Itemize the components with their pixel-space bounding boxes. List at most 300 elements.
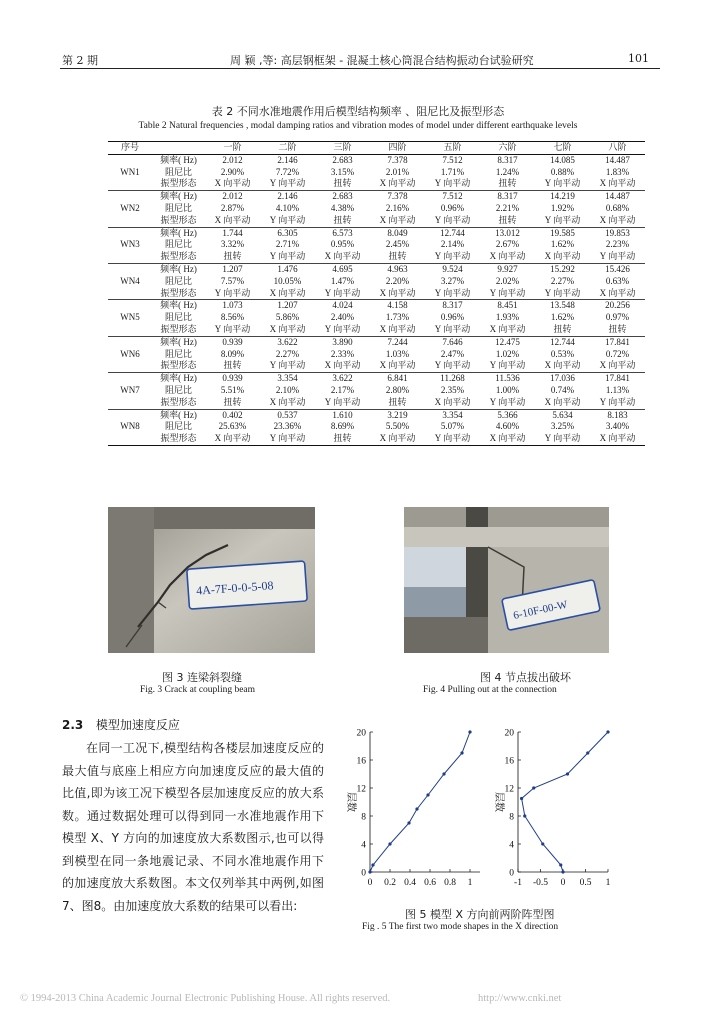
- table-cell: 12.744: [440, 227, 465, 238]
- table-cell: Y 向平动: [535, 215, 590, 227]
- table-cell: 12.744: [550, 336, 575, 347]
- table-cell: 3.622: [332, 373, 353, 384]
- table-row: [108, 300, 645, 312]
- row-label-cell: 阻尼比: [164, 275, 192, 286]
- table-cell: 17.036: [550, 373, 575, 384]
- col-header: 一阶: [205, 142, 260, 155]
- table-cell: 19.853: [605, 227, 630, 238]
- table-cell: 0.537: [277, 409, 298, 420]
- table-cell: 8.09%: [220, 348, 245, 359]
- table-cell: 0.939: [222, 336, 243, 347]
- mode-shape-point: [523, 814, 526, 817]
- table-cell: 7.378: [387, 154, 408, 165]
- table-cell: 扭转: [205, 397, 260, 409]
- table-cell: Y 向平动: [260, 178, 315, 190]
- y-axis-label: 层数: [345, 792, 356, 812]
- x-tick-label: 0.4: [404, 878, 416, 888]
- table-cell: 4.695: [332, 263, 353, 274]
- table-cell: 3.25%: [550, 421, 575, 432]
- cnki-url: http://www.cnki.net: [478, 993, 562, 1004]
- row-label-cell: 振型形态: [152, 178, 205, 190]
- table-cell: 2.20%: [385, 275, 410, 286]
- table-cell: 7.646: [442, 336, 463, 347]
- table-cell: 0.68%: [605, 202, 630, 213]
- table-cell: 1.73%: [385, 312, 410, 323]
- table-cell: 扭转: [480, 178, 535, 190]
- table-cell: 3.15%: [330, 166, 355, 177]
- row-label-cell: 振型形态: [152, 324, 205, 336]
- row-label-cell: 阻尼比: [164, 384, 192, 395]
- fig5-caption-cn: 图 5 模型 X 方向前两阶阵型图: [405, 908, 555, 921]
- x-tick-label: 1: [605, 878, 611, 888]
- table-cell: Y 向平动: [480, 397, 535, 409]
- table-cell: 0.96%: [440, 312, 465, 323]
- table-group-wn4: [108, 263, 645, 299]
- group-id-cell: [108, 263, 152, 275]
- table-cell: 14.487: [605, 154, 630, 165]
- table-cell: 0.939: [222, 373, 243, 384]
- table-cell: 3.40%: [605, 421, 630, 432]
- x-tick-label: 0: [367, 878, 373, 888]
- y-tick-label: 8: [361, 812, 366, 823]
- row-label-cell: 频率( Hz): [160, 300, 197, 311]
- table-cell: 1.00%: [495, 384, 520, 395]
- table-cell: 2.21%: [495, 202, 520, 213]
- table-cell: Y 向平动: [425, 178, 480, 190]
- row-label-cell: 阻尼比: [164, 421, 192, 432]
- table-row: [108, 276, 645, 288]
- table-row: [108, 239, 645, 251]
- mode-shape-point: [426, 793, 429, 796]
- group-id-cell: [108, 324, 152, 336]
- row-label-cell: 频率( Hz): [160, 154, 197, 165]
- table-cell: 2.35%: [440, 384, 465, 395]
- table-cell: Y 向平动: [590, 251, 645, 263]
- group-id-cell: [108, 360, 152, 372]
- table-cell: Y 向平动: [315, 397, 370, 409]
- row-label-cell: 振型形态: [152, 433, 205, 445]
- table-row: [108, 215, 645, 227]
- table-cell: 0.95%: [330, 239, 355, 250]
- row-label-cell: 频率( Hz): [160, 263, 197, 274]
- table-cell: 4.60%: [495, 421, 520, 432]
- section-number: 2.3: [62, 718, 84, 732]
- table-row: [108, 288, 645, 300]
- table-cell: 0.63%: [605, 275, 630, 286]
- table-cell: 5.634: [552, 409, 573, 420]
- table-cell: 17.841: [605, 373, 630, 384]
- mode-shape-point: [368, 870, 371, 873]
- mode-shape-point: [407, 821, 410, 824]
- table-cell: X 向平动: [480, 433, 535, 445]
- table-cell: 2.10%: [275, 384, 300, 395]
- table-cell: 1.207: [222, 263, 243, 274]
- row-label-cell: 振型形态: [152, 397, 205, 409]
- fig4-caption-cn: 图 4 节点拔出破坏: [480, 671, 571, 684]
- y-axis-label: 层数: [493, 792, 504, 812]
- table-cell: 19.585: [550, 227, 575, 238]
- table-cell: 7.244: [387, 336, 408, 347]
- table-cell: 4.38%: [330, 202, 355, 213]
- fig4-caption-en: Fig. 4 Pulling out at the connection: [423, 685, 557, 695]
- col-header: [152, 142, 205, 155]
- table-cell: 5.51%: [220, 384, 245, 395]
- table-cell: 1.03%: [385, 348, 410, 359]
- y-tick-label: 20: [504, 728, 514, 739]
- table-row: [108, 409, 645, 421]
- table-cell: X 向平动: [480, 251, 535, 263]
- table-cell: 7.72%: [275, 166, 300, 177]
- table-cell: 1.93%: [495, 312, 520, 323]
- mode-shape-point: [415, 807, 418, 810]
- table-cell: 扭转: [480, 215, 535, 227]
- x-tick-label: 0.8: [444, 878, 456, 888]
- table-cell: X 向平动: [590, 178, 645, 190]
- table-cell: 1.62%: [550, 239, 575, 250]
- table-cell: 4.963: [387, 263, 408, 274]
- table-cell: Y 向平动: [480, 360, 535, 372]
- y-tick-label: 20: [356, 728, 366, 739]
- table-cell: X 向平动: [260, 288, 315, 300]
- table-cell: 2.146: [277, 191, 298, 202]
- table-group-wn7: [108, 373, 645, 409]
- table-header-row: [108, 142, 645, 155]
- mode-shape-point: [541, 842, 544, 845]
- table-cell: 1.207: [277, 300, 298, 311]
- table-cell: 0.72%: [605, 348, 630, 359]
- table-row: [108, 203, 645, 215]
- table-cell: Y 向平动: [205, 288, 260, 300]
- table-cell: 扭转: [590, 324, 645, 336]
- table-cell: 2.02%: [495, 275, 520, 286]
- mode2-plot: [493, 729, 611, 889]
- table-cell: 8.317: [442, 300, 463, 311]
- table-cell: 1.073: [222, 300, 243, 311]
- table-cell: X 向平动: [425, 397, 480, 409]
- mode-shape-point: [559, 863, 562, 866]
- group-id-cell: [108, 288, 152, 300]
- table-cell: 9.927: [497, 263, 518, 274]
- table-cell: 0.97%: [605, 312, 630, 323]
- table-cell: 2.47%: [440, 348, 465, 359]
- table-cell: 1.62%: [550, 312, 575, 323]
- table-cell: 23.36%: [273, 421, 302, 432]
- table-cell: Y 向平动: [260, 215, 315, 227]
- table-cell: X 向平动: [205, 215, 260, 227]
- table-cell: 0.88%: [550, 166, 575, 177]
- table-group-wn2: [108, 191, 645, 227]
- row-label-cell: 频率( Hz): [160, 373, 197, 384]
- table-cell: 6.573: [332, 227, 353, 238]
- table-cell: 4.158: [387, 300, 408, 311]
- x-tick-label: -0.5: [532, 878, 549, 888]
- table-group-wn5: [108, 300, 645, 336]
- table-cell: 3.354: [442, 409, 463, 420]
- table-cell: Y 向平动: [480, 288, 535, 300]
- table-cell: 8.317: [497, 154, 518, 165]
- table-cell: 扭转: [315, 433, 370, 445]
- table-group-wn8: [108, 409, 645, 445]
- table-cell: Y 向平动: [315, 324, 370, 336]
- table-row: [108, 263, 645, 275]
- table-cell: 1.47%: [330, 275, 355, 286]
- row-label-cell: 阻尼比: [164, 239, 192, 250]
- table-cell: 5.07%: [440, 421, 465, 432]
- table-cell: X 向平动: [535, 251, 590, 263]
- table-cell: 2.012: [222, 154, 243, 165]
- table-cell: 11.536: [495, 373, 520, 384]
- table-cell: 1.744: [222, 227, 243, 238]
- table-caption-en: Table 2 Natural frequencies , modal damping ratios and vibration modes of model under different earthquake levels: [138, 121, 578, 131]
- x-tick-label: 0.2: [384, 878, 396, 888]
- table-row: [108, 227, 645, 239]
- y-tick-label: 16: [504, 756, 514, 767]
- table-cell: 扭转: [315, 215, 370, 227]
- table-cell: 2.23%: [605, 239, 630, 250]
- group-id-cell: WN3: [120, 239, 140, 250]
- table-cell: 20.256: [605, 300, 630, 311]
- table-cell: 15.292: [550, 263, 575, 274]
- table-row: [108, 336, 645, 348]
- table-cell: 2.14%: [440, 239, 465, 250]
- table-cell: 2.87%: [220, 202, 245, 213]
- table-cell: 扭转: [370, 397, 425, 409]
- x-tick-label: 0: [560, 878, 566, 888]
- group-id-cell: WN8: [120, 421, 140, 432]
- table-group-wn1: [108, 154, 645, 190]
- mode-shape-point: [586, 751, 589, 754]
- fig5-caption-en: Fig . 5 The first two mode shapes in the X direction: [362, 922, 559, 932]
- table-cell: X 向平动: [535, 360, 590, 372]
- table-cell: Y 向平动: [425, 215, 480, 227]
- table-cell: 0.96%: [440, 202, 465, 213]
- table-cell: 17.841: [605, 336, 630, 347]
- table-cell: 1.610: [332, 409, 353, 420]
- group-id-cell: WN5: [120, 312, 140, 323]
- row-label-cell: 阻尼比: [164, 166, 192, 177]
- mode-shape-point: [606, 730, 609, 733]
- table-cell: 1.476: [277, 263, 298, 274]
- table-cell: 7.512: [442, 154, 463, 165]
- table-cell: Y 向平动: [315, 288, 370, 300]
- table-cell: 2.71%: [275, 239, 300, 250]
- col-header: 五阶: [425, 142, 480, 155]
- table-cell: X 向平动: [370, 433, 425, 445]
- table-cell: 扭转: [205, 360, 260, 372]
- fig5-mode-shapes: [336, 720, 626, 898]
- connection-pullout-photo: [404, 507, 609, 653]
- table-cell: 3.32%: [220, 239, 245, 250]
- table-cell: Y 向平动: [205, 324, 260, 336]
- table-row: [108, 360, 645, 372]
- table-cell: 2.012: [222, 191, 243, 202]
- table-row: [108, 421, 645, 433]
- table-cell: X 向平动: [370, 178, 425, 190]
- fig4-photo-tag: 6-10F-00-W: [512, 598, 569, 622]
- table-cell: 8.56%: [220, 312, 245, 323]
- row-label-cell: 振型形态: [152, 251, 205, 263]
- mode1-plot: [345, 729, 480, 889]
- fig3-caption-cn: 图 3 连梁斜裂缝: [162, 671, 242, 684]
- table-cell: 2.27%: [275, 348, 300, 359]
- table-cell: 2.40%: [330, 312, 355, 323]
- table-cell: 13.012: [495, 227, 520, 238]
- group-id-cell: [108, 373, 152, 385]
- table-cell: 3.354: [277, 373, 298, 384]
- section-paragraph: 在同一工况下,模型结构各楼层加速度反应的最大值与底座上相应方向加速度反应的最大值的比值,即为该工况下模型各层加速度反应的放大系数。通过数据处理可以得到同一水准地震作用下模型 X、Y 方向的加速度放大系数图示,也可以得到模型在同一条地震记录、不同水准地震作用下的加速度放大系数图。本文仅列举其中两例,如图7、图8。由加速度放大系数的结果可以看出:: [62, 741, 324, 913]
- y-tick-label: 12: [356, 784, 366, 795]
- table-cell: X 向平动: [205, 433, 260, 445]
- x-tick-label: -1: [514, 878, 522, 888]
- table-cell: 2.80%: [385, 384, 410, 395]
- fig3-caption-en: Fig. 3 Crack at coupling beam: [140, 685, 256, 695]
- table-cell: 1.71%: [440, 166, 465, 177]
- mode-shape-point: [520, 797, 523, 800]
- table-cell: 5.366: [497, 409, 518, 420]
- table-row: [108, 433, 645, 445]
- mode-shape-point: [532, 786, 535, 789]
- mode-shape-point: [371, 863, 374, 866]
- group-id-cell: [108, 227, 152, 239]
- group-id-cell: [108, 251, 152, 263]
- table-cell: Y 向平动: [425, 360, 480, 372]
- table-cell: 0.402: [222, 409, 243, 420]
- table-cell: Y 向平动: [425, 324, 480, 336]
- table-cell: Y 向平动: [425, 288, 480, 300]
- table-cell: X 向平动: [370, 288, 425, 300]
- table-cell: Y 向平动: [260, 433, 315, 445]
- table-cell: 12.475: [495, 336, 520, 347]
- row-label-cell: 频率( Hz): [160, 191, 197, 202]
- table-cell: X 向平动: [315, 251, 370, 263]
- table-cell: X 向平动: [260, 397, 315, 409]
- table-cell: X 向平动: [590, 215, 645, 227]
- col-header: 八阶: [590, 142, 645, 155]
- table-cell: 8.69%: [330, 421, 355, 432]
- group-id-cell: [108, 336, 152, 348]
- header-rule: [60, 68, 660, 69]
- y-tick-label: 12: [504, 784, 514, 795]
- fig3-photo-tag: 4A-7F-0-0-5-08: [195, 578, 274, 598]
- row-label-cell: 振型形态: [152, 360, 205, 372]
- table-cell: 14.219: [550, 191, 575, 202]
- table-cell: 1.92%: [550, 202, 575, 213]
- frequency-damping-table: [108, 141, 645, 446]
- col-header: 序号: [108, 142, 152, 155]
- group-id-cell: [108, 215, 152, 227]
- mode-shape-line: [522, 732, 608, 872]
- table-row: [108, 167, 645, 179]
- table-cell: X 向平动: [590, 288, 645, 300]
- table-cell: 15.426: [605, 263, 630, 274]
- group-id-cell: WN6: [120, 348, 140, 359]
- table-row: [108, 397, 645, 409]
- group-id-cell: WN1: [120, 166, 140, 177]
- table-cell: 4.10%: [275, 202, 300, 213]
- table-cell: 14.085: [550, 154, 575, 165]
- table-cell: 扭转: [535, 324, 590, 336]
- group-id-cell: WN4: [120, 275, 140, 286]
- table-cell: 10.05%: [273, 275, 302, 286]
- table-cell: 1.83%: [605, 166, 630, 177]
- group-id-cell: [108, 433, 152, 445]
- group-id-cell: [108, 409, 152, 421]
- table-cell: X 向平动: [590, 433, 645, 445]
- table-cell: X 向平动: [480, 324, 535, 336]
- table-cell: 2.683: [332, 191, 353, 202]
- table-cell: X 向平动: [370, 215, 425, 227]
- table-row: [108, 312, 645, 324]
- table-cell: 2.45%: [385, 239, 410, 250]
- table-cell: 2.17%: [330, 384, 355, 395]
- table-cell: Y 向平动: [535, 433, 590, 445]
- issue-number: 第 2 期: [62, 54, 98, 67]
- table-cell: Y 向平动: [260, 360, 315, 372]
- row-label-cell: 频率( Hz): [160, 336, 197, 347]
- table-cell: 3.890: [332, 336, 353, 347]
- table-cell: 1.13%: [605, 384, 630, 395]
- table-cell: 5.50%: [385, 421, 410, 432]
- row-label-cell: 振型形态: [152, 215, 205, 227]
- section-title: 模型加速度反应: [95, 718, 180, 732]
- table-cell: 扭转: [370, 251, 425, 263]
- table-cell: 0.53%: [550, 348, 575, 359]
- table-cell: 1.24%: [495, 166, 520, 177]
- table-cell: 3.219: [387, 409, 408, 420]
- table-cell: 1.02%: [495, 348, 520, 359]
- copyright-notice: © 1994-2013 China Academic Journal Electronic Publishing House. All rights reserved.: [20, 993, 391, 1004]
- y-tick-label: 4: [509, 840, 514, 851]
- table-row: [108, 191, 645, 203]
- table-cell: 8.317: [497, 191, 518, 202]
- table-row: [108, 324, 645, 336]
- row-label-cell: 阻尼比: [164, 348, 192, 359]
- mode-shape-point: [561, 870, 564, 873]
- coupling-beam-crack-photo: [108, 507, 315, 653]
- table-cell: 2.683: [332, 154, 353, 165]
- group-id-cell: [108, 300, 152, 312]
- table-row: [108, 349, 645, 361]
- page-number: 101: [628, 52, 649, 65]
- table-cell: Y 向平动: [425, 433, 480, 445]
- group-id-cell: WN2: [120, 202, 140, 213]
- table-cell: 4.024: [332, 300, 353, 311]
- mode-shape-point: [468, 730, 471, 733]
- y-tick-label: 0: [509, 868, 514, 879]
- section-heading: [62, 716, 180, 733]
- table-cell: Y 向平动: [535, 288, 590, 300]
- table-cell: 8.451: [497, 300, 518, 311]
- table-cell: 2.01%: [385, 166, 410, 177]
- table-cell: 7.378: [387, 191, 408, 202]
- table-cell: Y 向平动: [425, 251, 480, 263]
- mode-shape-point: [442, 772, 445, 775]
- group-id-cell: [108, 154, 152, 166]
- table-cell: X 向平动: [535, 397, 590, 409]
- mode-shape-point: [388, 842, 391, 845]
- table-cell: 扭转: [315, 178, 370, 190]
- row-label-cell: 振型形态: [152, 288, 205, 300]
- group-id-cell: [108, 178, 152, 190]
- table-row: [108, 373, 645, 385]
- x-tick-label: 0.5: [579, 878, 592, 888]
- table-cell: 6.305: [277, 227, 298, 238]
- table-cell: 扭转: [205, 251, 260, 263]
- table-cell: 7.512: [442, 191, 463, 202]
- table-cell: X 向平动: [590, 360, 645, 372]
- mode-shape-point: [566, 772, 569, 775]
- table-cell: 25.63%: [218, 421, 247, 432]
